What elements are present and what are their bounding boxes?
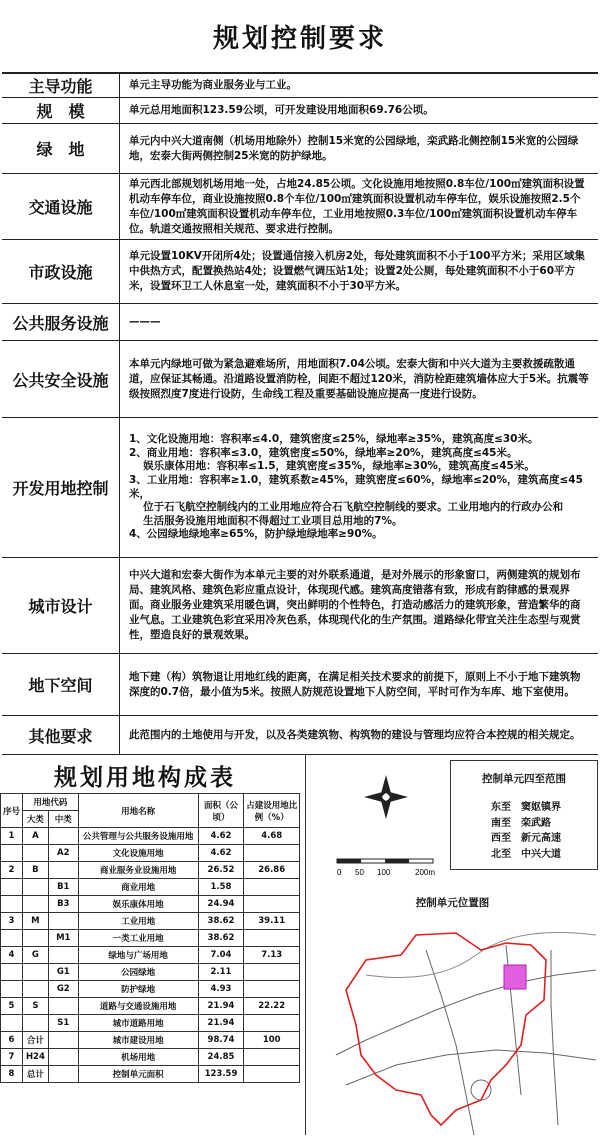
cell-ratio	[244, 930, 300, 947]
bound-south: 南至 栾武路	[491, 817, 551, 829]
cell-minor	[48, 947, 78, 964]
cell-major	[22, 1015, 48, 1032]
cell-area: 21.94	[198, 1015, 244, 1032]
cell-minor	[48, 862, 78, 879]
header-code: 用地代码	[22, 794, 78, 811]
cell-minor: A2	[48, 845, 78, 862]
table-row	[1, 913, 300, 930]
table-row	[1, 964, 300, 981]
dev-item: 娱乐康体用地：容积率≤1.5，建筑密度≤35%，绿地率≥30%，建筑高度≤45米。	[129, 460, 535, 473]
cell-area: 4.62	[198, 828, 244, 845]
cell-minor	[48, 1032, 78, 1049]
cell-name: 文化设施用地	[78, 845, 198, 862]
table-row	[1, 862, 300, 879]
cell-no	[1, 930, 23, 947]
cell-ratio	[244, 879, 300, 896]
cell-major	[22, 879, 48, 896]
req-label: 市政设施	[2, 240, 120, 303]
dev-item: 2、商业用地：容积率≤3.0，建筑密度≤50%，绿地率≥20%，建筑高度≤45米。	[129, 446, 518, 459]
req-label: 开发用地控制	[2, 418, 120, 557]
header-minor: 中类	[48, 811, 78, 828]
land-use-table-title: 规划用地构成表	[54, 765, 236, 791]
cell-major: M	[22, 913, 48, 930]
cell-name: 城市道路用地	[78, 1015, 198, 1032]
req-label: 地下空间	[2, 654, 120, 715]
land-use-table	[0, 793, 300, 1083]
table-row	[1, 1049, 300, 1066]
req-row-other	[2, 716, 598, 755]
cell-name: 防护绿地	[78, 981, 198, 998]
cell-major: A	[22, 828, 48, 845]
cell-major: 合计	[22, 1032, 48, 1049]
scale-label: 50	[355, 868, 364, 877]
req-label: 公共安全设施	[2, 341, 120, 417]
cell-ratio: 26.86	[244, 862, 300, 879]
land-use-table-body	[1, 828, 300, 1083]
page-title: 规划控制要求	[212, 23, 387, 54]
cell-ratio	[244, 1066, 300, 1083]
req-row-municipal	[2, 240, 598, 304]
bound-north: 北至 中兴大道	[491, 848, 561, 860]
req-row-public-service	[2, 304, 598, 341]
cell-minor: S1	[48, 1015, 78, 1032]
req-text: 单元内中兴大道南侧（机场用地除外）控制15米宽的公园绿地，栾武路北侧控制15米宽的公园绿地，宏泰大街两侧控制25米宽的防护绿地。	[129, 134, 579, 162]
bottom-section	[0, 755, 600, 1135]
cell-major	[22, 930, 48, 947]
req-text: 地下建（构）筑物退让用地红线的距离，在满足相关技术要求的前提下，原则上不小于地下建筑物深度的0.7倍，最小值为5米。按照人防规范设置地下人防空间，平时可作为车库、地下室使用。	[129, 670, 581, 698]
cell-ratio	[244, 1015, 300, 1032]
cell-name: 道路与交通设施用地	[78, 998, 198, 1015]
req-text: 单元设置10KV开闭所4处；设置通信接入机房2处，每处建筑面积不小于100平方米；采用区域集中供热方式，配置换热站4处；设置燃气调压站1处；设置2处公厕，每处建筑面积不小于60平方米，设置环卫工人休息室一处，建筑面积不小于30平方米。	[129, 250, 585, 292]
cell-major: S	[22, 998, 48, 1015]
header-name: 用地名称	[78, 794, 198, 828]
cell-area: 1.58	[198, 879, 244, 896]
bounds-title: 控制单元四至范围	[482, 773, 566, 785]
cell-major	[22, 981, 48, 998]
cell-ratio: 100	[244, 1032, 300, 1049]
req-label: 其他要求	[2, 716, 120, 754]
cell-area: 26.52	[198, 862, 244, 879]
cell-minor	[48, 828, 78, 845]
table-row	[1, 1066, 300, 1083]
cell-minor	[48, 998, 78, 1015]
cell-no: 6	[1, 1032, 23, 1049]
req-text: 单元总用地面积123.59公顷，可开发建设用地面积69.76公顷。	[129, 104, 434, 116]
header-area: 面积（公顷）	[198, 794, 244, 828]
scale-label: 0	[337, 868, 342, 877]
cell-no: 3	[1, 913, 23, 930]
header-ratio: 占建设用地比例（%）	[244, 794, 300, 828]
req-label: 公共服务设施	[2, 304, 120, 340]
cell-area: 21.94	[198, 998, 244, 1015]
bounds-box	[450, 760, 598, 870]
cell-name: 绿地与广场用地	[78, 947, 198, 964]
cell-name: 商业用地	[78, 879, 198, 896]
table-row	[1, 947, 300, 964]
cell-no: 1	[1, 828, 23, 845]
cell-minor	[48, 913, 78, 930]
cell-no	[1, 981, 23, 998]
cell-minor: B1	[48, 879, 78, 896]
cell-area: 38.62	[198, 930, 244, 947]
scale-label: 200m	[415, 868, 436, 877]
cell-ratio	[244, 964, 300, 981]
bound-east: 东至 窦妪镇界	[491, 802, 561, 813]
req-text: 单元主导功能为商业服务业与工业。	[129, 79, 297, 91]
unit-highlight	[504, 965, 526, 989]
req-row-underground	[2, 654, 598, 716]
cell-area: 38.62	[198, 913, 244, 930]
cell-major: G	[22, 947, 48, 964]
cell-major	[22, 896, 48, 913]
cell-ratio: 4.68	[244, 828, 300, 845]
cell-ratio	[244, 896, 300, 913]
cell-minor: G1	[48, 964, 78, 981]
location-map-title: 控制单元位置图	[415, 897, 490, 909]
cell-major: 总计	[22, 1066, 48, 1083]
table-row	[1, 828, 300, 845]
cell-no	[1, 845, 23, 862]
cell-name: 公共管理与公共服务设施用地	[78, 828, 198, 845]
req-row-development	[2, 418, 598, 558]
cell-no: 2	[1, 862, 23, 879]
cell-area: 24.85	[198, 1049, 244, 1066]
cell-name: 公园绿地	[78, 964, 198, 981]
req-label: 规 模	[2, 98, 120, 123]
north-arrow-icon	[364, 775, 408, 819]
cell-name: 商业服务业设施用地	[78, 862, 198, 879]
req-text: 单元西北部规划机场用地一处，占地24.85公顷。文化设施用地按照0.8车位/100㎡建筑面积设置机动车停车位，商业设施按照0.8个车位/100㎡建筑面积设置机动车停车位，娱乐设施按照2.5个车位/100㎡建筑面积设置机动车停车位，工业用地按照0.3车位/100㎡建筑面积设置机动车停车位。轨道交通按照相关规范、要求进行控制。	[129, 177, 585, 235]
cell-name: 城市建设用地	[78, 1032, 198, 1049]
table-row	[1, 896, 300, 913]
req-text: ———	[129, 315, 161, 328]
cell-area: 24.94	[198, 896, 244, 913]
cell-no	[1, 896, 23, 913]
req-row-greenland	[2, 124, 598, 174]
table-row	[1, 845, 300, 862]
cell-no: 5	[1, 998, 23, 1015]
dev-item: 生活服务设施用地面积不得超过工业项目总用地的7%。	[129, 514, 403, 527]
cell-no	[1, 879, 23, 896]
cell-ratio	[244, 981, 300, 998]
cell-minor: M1	[48, 930, 78, 947]
req-row-public-safety	[2, 341, 598, 418]
table-row	[1, 981, 300, 998]
cell-ratio	[244, 1049, 300, 1066]
cell-name: 机场用地	[78, 1049, 198, 1066]
req-row-main-function	[2, 74, 598, 98]
table-row	[1, 1032, 300, 1049]
development-list	[129, 418, 590, 557]
cell-no: 4	[1, 947, 23, 964]
scale-label: 100	[377, 868, 391, 877]
req-row-transport	[2, 174, 598, 240]
cell-ratio: 7.13	[244, 947, 300, 964]
req-row-urban-design	[2, 558, 598, 654]
cell-area: 2.11	[198, 964, 244, 981]
cell-no: 8	[1, 1066, 23, 1083]
cell-minor	[48, 1049, 78, 1066]
dev-item: 位于石飞航空控制线内的工业用地应符合石飞航空控制线的要求。工业用地内的行政办公和	[129, 501, 564, 514]
cell-major: B	[22, 862, 48, 879]
cell-minor: B3	[48, 896, 78, 913]
req-label: 主导功能	[2, 74, 120, 97]
table-row	[1, 1015, 300, 1032]
cell-minor: G2	[48, 981, 78, 998]
cell-ratio: 22.22	[244, 998, 300, 1015]
req-label: 交通设施	[2, 174, 120, 239]
boundary-line	[346, 933, 546, 1125]
req-text: 中兴大道和宏泰大街作为本单元主要的对外联系通道，是对外展示的形象窗口，两侧建筑的规划布局、建筑风格、建筑色彩应重点设计，体现现代感。建筑高度错落有致，形成有韵律感的景观界面。商业服务业建筑采用暖色调，突出鲜明的个性特色，打造动感活力的建筑形象，营造繁华的商业气息。工业建筑色彩宜采用冷灰色系，体现现代化的生产氛围。道路绿化带宜关注生态型与观赏性，塑造良好的景观效果。	[129, 569, 581, 641]
cell-name: 一类工业用地	[78, 930, 198, 947]
cell-major	[22, 845, 48, 862]
dev-item: 1、文化设施用地：容积率≤4.0，建筑密度≤25%，绿地率≥35%，建筑高度≤30米。	[129, 433, 539, 446]
cell-area: 98.74	[198, 1032, 244, 1049]
req-text: 此范围内的土地使用与开发，以及各类建筑物、构筑物的建设与管理均应符合本控规的相关规定。	[129, 728, 581, 741]
table-row	[1, 998, 300, 1015]
cell-minor	[48, 1066, 78, 1083]
req-label: 绿 地	[2, 124, 120, 173]
cell-no	[1, 964, 23, 981]
cell-name: 娱乐康体用地	[78, 896, 198, 913]
header-no: 序号	[1, 794, 23, 828]
cell-no	[1, 1015, 23, 1032]
cell-name: 控制单元面积	[78, 1066, 198, 1083]
cell-area: 123.59	[198, 1066, 244, 1083]
requirements-table	[2, 72, 598, 746]
cell-area: 4.62	[198, 845, 244, 862]
dev-item: 4、公园绿地绿地率≥65%，防护绿地绿地率≥90%。	[129, 528, 383, 541]
table-row	[1, 930, 300, 947]
cell-major: H24	[22, 1049, 48, 1066]
bound-west: 西至 新元高速	[491, 833, 561, 844]
req-row-scale	[2, 98, 598, 124]
cell-major	[22, 964, 48, 981]
cell-area: 4.93	[198, 981, 244, 998]
cell-no: 7	[1, 1049, 23, 1066]
req-text: 本单元内绿地可做为紧急避难场所，用地面积7.04公顷。宏泰大街和中兴大道为主要救援疏散通道，应保证其畅通。沿道路设置消防栓，间距不超过120米，消防栓距建筑墙体应大于5米。抗震等级按照烈度7度进行设防，生命线工程及重要基础设施应提高一度进行设防。	[129, 357, 589, 400]
cell-area: 7.04	[198, 947, 244, 964]
scale-bar	[335, 855, 445, 879]
cell-ratio: 39.11	[244, 913, 300, 930]
cell-name: 工业用地	[78, 913, 198, 930]
table-row	[1, 879, 300, 896]
location-map	[336, 933, 596, 1136]
header-major: 大类	[22, 811, 48, 828]
cell-ratio	[244, 845, 300, 862]
dev-item: 3、工业用地：容积率≥1.0，建筑系数≥45%，建筑密度≤60%，绿地率≤20%，建筑高度≤45米，	[129, 473, 583, 500]
req-label: 城市设计	[2, 558, 120, 653]
